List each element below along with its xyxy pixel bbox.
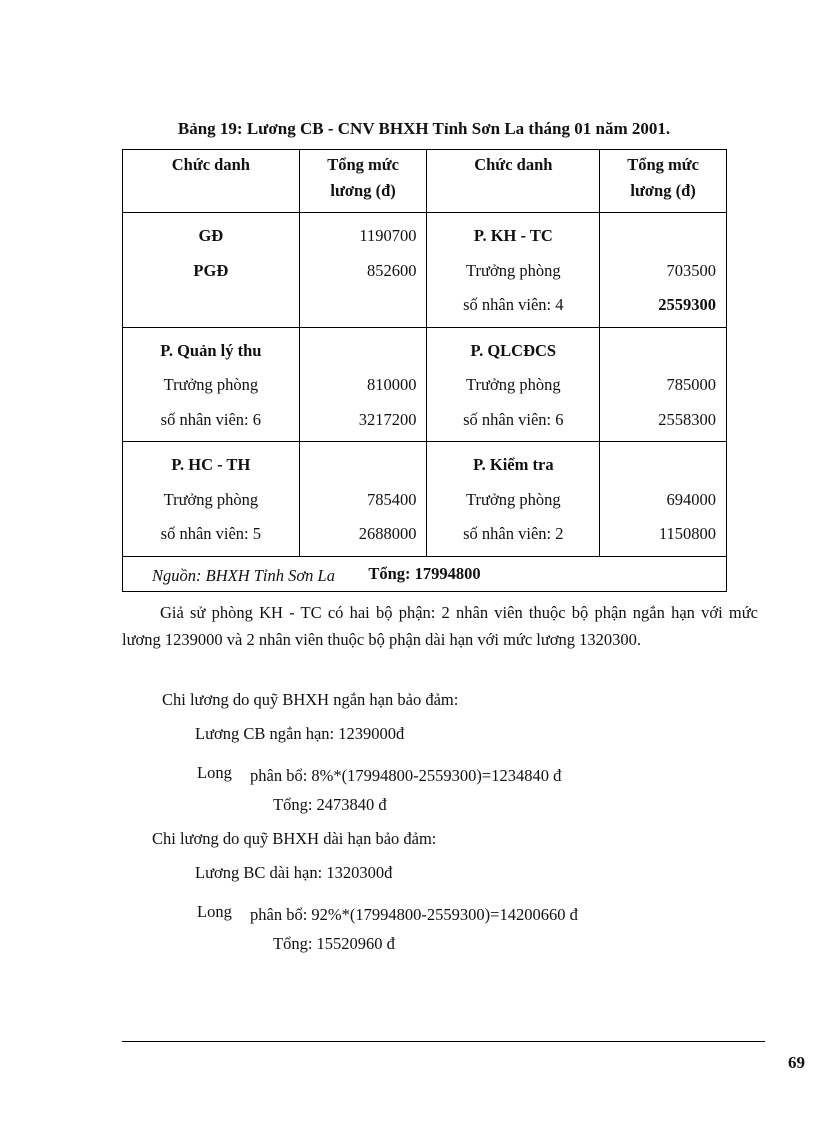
cell-value: 1150800 bbox=[658, 524, 716, 543]
cell-value: 2688000 bbox=[358, 524, 417, 543]
department-name: P. KH - TC bbox=[473, 226, 553, 245]
department-name: P. QLCĐCS bbox=[470, 340, 557, 360]
header-total-salary: Tổng mức lương (đ) bbox=[299, 150, 427, 213]
cell-value: 2559300 bbox=[658, 295, 716, 314]
table-row bbox=[123, 442, 727, 557]
cell-label: GĐ bbox=[198, 226, 224, 245]
short-term-alloc: phân bổ: 8%*(17994800-2559300)=1234840 đ bbox=[250, 766, 562, 785]
header-position: Chức danh bbox=[123, 150, 300, 213]
cell-label: Trưởng phòng bbox=[466, 375, 561, 394]
cell-value: 694000 bbox=[666, 489, 716, 509]
table-source: Nguồn: BHXH Tỉnh Sơn La bbox=[152, 566, 335, 585]
short-term-total: Tổng: 2473840 đ bbox=[273, 795, 387, 814]
long-term-total: Tổng: 15520960 đ bbox=[273, 934, 395, 953]
footer-divider bbox=[122, 1041, 765, 1042]
cell-label: Trưởng phòng bbox=[466, 489, 561, 509]
table-row bbox=[123, 213, 727, 328]
table-header-row bbox=[123, 150, 727, 213]
cell-label: số nhân viên: 5 bbox=[160, 524, 262, 543]
cell-label: Trưởng phòng bbox=[163, 489, 259, 509]
cell-label: số nhân viên: 2 bbox=[463, 524, 564, 543]
long-term-base: Lương BC dài hạn: 1320300đ bbox=[195, 863, 393, 882]
header-position-2: Chức danh bbox=[427, 150, 600, 213]
table-total: Tổng: 17994800 bbox=[123, 556, 727, 591]
cell-value: 3217200 bbox=[358, 409, 417, 429]
department-name: P. Quản lý thu bbox=[160, 340, 262, 360]
cell-value: 810000 bbox=[366, 375, 417, 394]
department-name: P. Kiểm tra bbox=[473, 455, 554, 474]
cell-label: số nhân viên: 6 bbox=[160, 409, 262, 429]
long-term-heading: Chi lương do quỹ BHXH dài hạn bảo đảm: bbox=[152, 829, 437, 848]
cell-value: 785000 bbox=[666, 375, 716, 394]
table-row bbox=[123, 327, 727, 442]
body-paragraph: Giả sử phòng KH - TC có hai bộ phận: 2 nhân viên thuộc bộ phận ngắn hạn với mức lương 1239000 và 2 nhân viên thuộc bộ phận dài hạn với mức lương 1320300. bbox=[122, 603, 758, 649]
cell-value: 785400 bbox=[366, 489, 417, 509]
department-name: P. HC - TH bbox=[171, 455, 251, 474]
long-term-alloc-label: Long bbox=[197, 902, 232, 921]
cell-label: PGĐ bbox=[193, 260, 229, 280]
cell-value: 1190700 bbox=[359, 226, 417, 245]
cell-label: số nhân viên: 6 bbox=[463, 409, 564, 429]
long-term-alloc: phân bổ: 92%*(17994800-2559300)=14200660 đ bbox=[250, 905, 578, 924]
salary-table bbox=[122, 149, 727, 592]
short-term-alloc-label: Long bbox=[197, 763, 232, 782]
cell-value: 2558300 bbox=[658, 409, 716, 429]
cell-value: 852600 bbox=[366, 260, 417, 280]
cell-label: Trưởng phòng bbox=[163, 375, 259, 394]
page-number: 69 bbox=[788, 1053, 805, 1072]
cell-value: 703500 bbox=[666, 260, 716, 280]
short-term-heading: Chi lương do quỹ BHXH ngắn hạn bảo đảm: bbox=[162, 690, 459, 709]
short-term-base: Lương CB ngắn hạn: 1239000đ bbox=[195, 724, 405, 743]
table-title: Bảng 19: Lương CB - CNV BHXH Tỉnh Sơn La tháng 01 năm 2001. bbox=[177, 119, 671, 138]
cell-label: Trưởng phòng bbox=[466, 260, 561, 280]
cell-label: số nhân viên: 4 bbox=[463, 295, 564, 314]
header-total-salary-2: Tổng mức lương (đ) bbox=[600, 150, 727, 213]
